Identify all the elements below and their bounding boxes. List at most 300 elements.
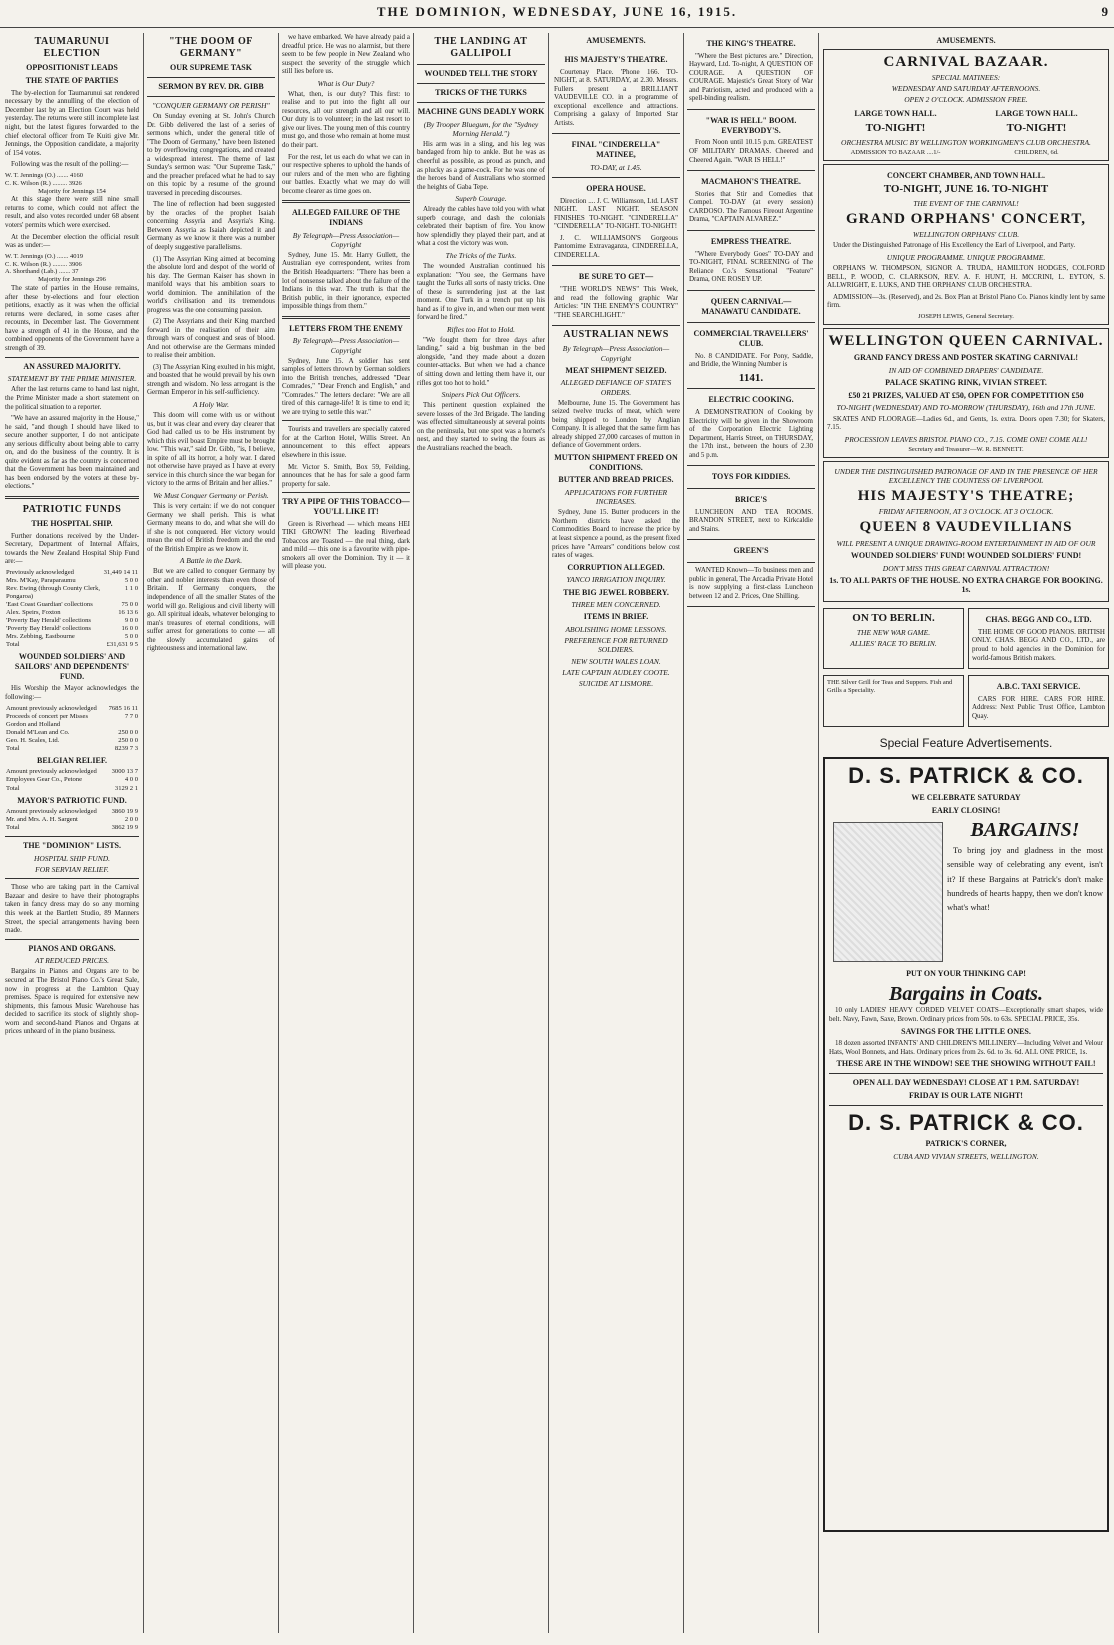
ad-title: HIS MAJESTY'S THEATRE.	[564, 54, 668, 64]
table-row	[5, 625, 139, 633]
ad-text: WELLINGTON ORPHANS' CLUB.	[912, 230, 1020, 240]
divider	[5, 939, 139, 940]
amount-cell: 3000 13 7	[111, 768, 138, 776]
ad-venue: CONCERT CHAMBER, AND TOWN HALL.	[887, 170, 1045, 180]
ad-title: A.B.C. TAXI SERVICE.	[996, 682, 1081, 692]
ad-title: ELECTRIC COOKING.	[708, 395, 794, 405]
table-row	[5, 569, 139, 577]
table-row	[5, 617, 139, 625]
ad-arcadia	[687, 563, 815, 607]
amount-cell: 3860 19 9	[111, 808, 138, 816]
ad-text: OPEN ALL DAY WEDNESDAY! CLOSE AT 1 P.M. SATURDAY!	[852, 1078, 1080, 1088]
ad-text: TO-NIGHT (WEDNESDAY) AND TO-MORROW (THURSDAY), 16th and 17th JUNE.	[836, 403, 1096, 413]
ad-text: UNDER THE DISTINGUISHED PATRONAGE OF AND IN THE PRESENCE OF HER EXCELLENCY THE COUNTESS OF LIVERPOOL	[834, 466, 1098, 485]
ad-text: SAVINGS FOR THE LITTLE ONES.	[901, 1026, 1031, 1036]
subhead: A Battle in the Dark.	[179, 556, 243, 566]
ad-tonight: TO-NIGHT!	[1006, 122, 1067, 135]
headline-funds: PATRIOTIC FUNDS	[22, 503, 122, 515]
article-paragraph: For the rest, let us each do what we can in our respective spheres to uphold the hands of our rulers and of the men who are fighting our battles. Exactly what we may do will become clearer as time goes on.	[282, 152, 410, 195]
subhead: YANCO IRRIGATION INQUIRY.	[566, 575, 666, 585]
divider	[282, 492, 410, 493]
article-paragraph: This doom will come with us or without us, but it was clear and every day clearer that God had called us to be His instrument by which this evil boast Empire must be brought low. "This war," said Dr. Gibb, "is, I believe, in spite of all its horror, a holy war. I dared not otherwise have prayed as I have at every service in this church since the war began for victory to the arms of Britain and her allies."	[147, 411, 275, 488]
subhead: THE HOSPITAL SHIP.	[31, 519, 113, 528]
subhead: WOUNDED SOLDIERS' AND SAILORS' AND DEPENDENTS' FUND.	[14, 652, 130, 681]
ad-chas-begg	[968, 608, 1109, 669]
ad-text: PUT ON YOUR THINKING CAP!	[906, 969, 1026, 979]
masthead-title: THE DOMINION, WEDNESDAY, JUNE 16, 1915.	[376, 4, 738, 19]
ad-text: FRIDAY IS OUR LATE NIGHT!	[909, 1090, 1023, 1100]
result-line: W. T. Jennings (O.) ....... 4160	[5, 171, 84, 179]
article-paragraph: On Sunday evening at St. John's Church Dr. Gibb delivered the last of a series of sermons which, under the general title of "The Doom of Germany," have been listened to by overflowing congregations, and created a widespread interest. The theme of last Sunday's sermon was: "Our Supreme Task," and the preacher prefaced what he had to say on this topic by a resume of the ground traversed in preceding discourses.	[147, 112, 275, 197]
ad-text: WILL PRESENT A UNIQUE DRAWING-ROOM ENTERTAINMENT IN AID OF OUR	[836, 538, 1096, 548]
ad-text: ADMISSION—3s. (Reserved), and 2s. Box Plan at Bristol Piano Co. Pianos kindly lent by same firm.	[827, 292, 1105, 310]
article-paragraph: Sydney, June 15. Mr. Harry Gullett, the Australian eye correspondent, writes from the British Headquarters: "There has been a lot of nonsense talked about the failure of the Indians in this war. The truth is that the British public, in their ignorance, expected impossible things from them."	[282, 250, 410, 311]
page-number: 9	[1101, 4, 1108, 19]
donor-cell: Mrs. Zebbing, Eastbourne	[6, 633, 75, 641]
ad-carnival-bazaar	[823, 49, 1109, 161]
result-line: C. K. Wilson (R.) ......... 3926	[5, 179, 82, 187]
ad-title: HIS MAJESTY'S THEATRE;	[857, 487, 1075, 504]
ad-text: "THE WORLD'S NEWS" This Week, and read the following graphic War Articles: "IN THE ENEMY'S COUNTRY" "THE SEARCHLIGHT."	[554, 285, 678, 319]
donor-cell: Total	[6, 824, 20, 832]
ad-text: J. C. WILLIAMSON'S Gorgeous Pantomime Extravaganza, CINDERELLA, CINDERELLA.	[554, 233, 678, 259]
amount-cell: 16 0 0	[121, 625, 138, 633]
ad-on-to-berlin	[823, 608, 964, 669]
article-paragraph: Mr. Victor S. Smith, Box 59, Feilding, announces that he has for sale a good farm property for sale.	[282, 462, 410, 488]
amount-cell: 31,449 14 11	[103, 568, 138, 576]
ad-row	[823, 605, 1109, 672]
column-7	[820, 33, 1112, 1633]
ad-text: THE EVENT OF THE CARNIVAL!	[913, 198, 1019, 208]
ad-address: CUBA AND VIVIAN STREETS, WELLINGTON.	[893, 1152, 1039, 1162]
subhead: ALLEGED DEFIANCE OF STATE'S ORDERS.	[560, 378, 672, 397]
ad-title: QUEEN 8 VAUDEVILLIANS	[859, 519, 1073, 536]
table-row	[5, 633, 139, 641]
amount-cell: 9 0 0	[124, 617, 138, 625]
article-paragraph: At the December election the official result was as under:—	[5, 232, 139, 250]
subhead: PREFERENCE FOR RETURNED SOLDIERS.	[564, 636, 668, 655]
donor-cell: Amount previously acknowledged	[6, 704, 97, 712]
subhead: AT REDUCED PRICES.	[35, 956, 109, 966]
article-paragraph: (2) The Assyrians and their King marched forward in the realisation of their aim through wars of conquest and seas of blood. And not otherwise are the Germans minded to realise their ambition.	[147, 317, 275, 360]
divider	[829, 1105, 1103, 1106]
divider	[282, 420, 410, 421]
ad-text: ORCHESTRA MUSIC BY WELLINGTON WORKINGMEN'S CLUB ORCHESTRA.	[841, 137, 1091, 147]
divider	[5, 357, 139, 358]
subhead: OUR SUPREME TASK	[170, 63, 252, 73]
ad-toys	[687, 466, 815, 489]
ad-text: WANTED Known—To business men and public in general, The Arcadia Private Hotel is now supplying a first-class Luncheon between 12 and 2. Prices, One Shilling.	[689, 566, 813, 600]
amount-cell: 75 0 0	[121, 601, 138, 608]
ad-text: THE NEW WAR GAME.	[856, 627, 931, 637]
divider	[282, 200, 410, 203]
table-row	[5, 609, 139, 617]
donor-cell: 'East Coast Guardian' collections	[6, 601, 93, 608]
ad-text: PROCESSION LEAVES BRISTOL PIANO CO., 7.15. COME ONE! COME ALL!	[844, 434, 1088, 444]
table-row	[5, 601, 139, 609]
article-paragraph: Sydney, June 15. Butter producers in the Northern districts have asked the Commodities Board to increase the price by at least sixpence a pound, as the present fixed prices have "Arrears" conditions below cost rates of wages.	[552, 508, 680, 560]
ad-price: 1s. TO ALL PARTS OF THE HOUSE. NO EXTRA CHARGE FOR BOOKING. 1s.	[829, 575, 1103, 595]
article-paragraph: His Worship the Mayor acknowledges the following:—	[5, 684, 139, 701]
subhead: CORRUPTION ALLEGED.	[567, 562, 665, 572]
table-row	[5, 745, 139, 753]
table-row	[5, 808, 139, 816]
donor-cell: 'Poverty Bay Herald' collections	[6, 617, 91, 625]
subhead: FOR SERVIAN RELIEF.	[35, 865, 109, 875]
article-paragraph: His arm was in a sling, and his leg was bandaged from hip to ankle. But he was as cheerful as possible, as proud as punch, and as plucky as a game-cock. For he was one of the heroes band of Australians who stormed the heights of Gaba Tepe.	[417, 139, 545, 191]
article-paragraph: At this stage there were still nine small returns to come, which could not affect the result, and also votes recorded under 68 absent voters' permits which were exercised.	[5, 195, 139, 230]
divider	[417, 64, 545, 65]
subhead: MUTTON SHIPMENT FREED ON CONDITIONS.	[554, 452, 678, 472]
subhead: PIANOS AND ORGANS.	[28, 943, 116, 953]
ad-text: CARS FOR HIRE. CARS FOR HIRE. Address: Next Public Trust Office, Lambton Quay.	[972, 694, 1105, 720]
amount-cell: £31,631 9 5	[106, 641, 138, 649]
ad-text: 10 only LADIES' HEAVY CORDED VELVET COATS—Exceptionally smart shapes, wide belt. Navy, Fawn, Saxe, Brown. Ordinary prices from 50s. to 63s. SPECIAL PRICE, 35s.	[829, 1006, 1103, 1024]
subhead: ITEMS IN BRIEF.	[583, 612, 649, 622]
ad-title: TOYS FOR KIDDIES.	[711, 472, 791, 482]
ad-text: THESE ARE IN THE WINDOW! SEE THE SHOWING WITHOUT FAIL!	[836, 1059, 1096, 1069]
ad-queen-carnival	[687, 291, 815, 324]
divider	[5, 496, 139, 499]
donation-table	[5, 705, 139, 753]
headline-indians: ALLEGED FAILURE OF THE INDIANS	[291, 208, 401, 227]
subhead: Snipers Pick Out Officers.	[441, 390, 521, 400]
table-row	[5, 713, 139, 729]
article-paragraph: This is very certain: if we do not conquer Germany we shall perish. This is what Germany means to do, and what she will do if she is not conquered. Her victory would mean the end of British freedom and the end of the British Empire as we know it.	[147, 502, 275, 553]
subhead: STATEMENT BY THE PRIME MINISTER.	[7, 374, 137, 384]
ad-text: 18 dozen assorted INFANTS' AND CHILDREN'S MILLINERY—Including Velvet and Velour Hats, Wool Bonnets, and Hats. Ordinary prices from 2s. 6d. to 3s. 6d. ALL ONE PRICE, 1s.	[829, 1039, 1103, 1056]
section-amusements: AMUSEMENTS.	[936, 36, 996, 45]
divider	[147, 96, 275, 97]
dateline: By Telegraph—Press Association—Copyright	[292, 336, 400, 355]
section-amusements: AMUSEMENTS.	[586, 36, 646, 45]
article-paragraph: But we are called to conquer Germany by other and nobler interests than even those of Britain. If Germany conquers, the independence of all the smaller States of the world will go. Religious and civil liberty will go. All spiritual ideals, whatever belonging to man's treasures of eternal conditions, will suffer arrest for generations to come — all the slowly accumulated gains of righteousness and international law.	[147, 567, 275, 653]
subhead: We Must Conquer Germany or Perish.	[153, 490, 269, 500]
table-row	[5, 729, 139, 737]
ad-date: FRIDAY AFTERNOON, AT 3 O'CLOCK. AT 3 O'CLOCK.	[878, 507, 1054, 517]
result-line: Majority for Jennings 296	[38, 276, 106, 284]
subhead: BELGIAN RELIEF.	[37, 755, 107, 765]
table-row	[5, 737, 139, 745]
amount-cell: 7 7 0	[124, 712, 138, 720]
article-paragraph: The wounded Australian continued his explanation: "You see, the Germans have taught the Turks all sorts of nasty tricks. One of these is surrendering just at the last moment. One Turk in a trench put up his hand as if to give in, and when our men went forward he fired."	[417, 262, 545, 322]
ad-title: GREEN'S	[733, 546, 769, 556]
donor-cell: Donald M'Lean and Co.	[6, 728, 70, 736]
ad-text: OPEN 2 O'CLOCK. ADMISSION FREE.	[904, 95, 1028, 105]
subhead: THREE MEN CONCERNED.	[571, 600, 661, 610]
ad-taxi	[968, 675, 1109, 727]
ad-kings-theatre	[687, 33, 815, 110]
divider	[417, 83, 545, 84]
ad-row	[823, 672, 1109, 730]
ad-opera-house	[552, 178, 680, 266]
ad-text: IN AID OF COMBINED DRAPERS' CANDIDATE.	[888, 365, 1044, 375]
ad-text: No. 8 CANDIDATE. For Pony, Saddle, and Bridle, the Winning Number is	[689, 351, 813, 369]
ad-title: MACMAHON'S THEATRE.	[701, 177, 801, 187]
ad-brices	[687, 489, 815, 540]
ad-title: THE KING'S THEATRE.	[706, 39, 796, 48]
ad-orphans-concert	[823, 164, 1109, 325]
divider	[147, 77, 275, 78]
masthead	[0, 4, 1114, 28]
subhead: WOUNDED TELL THE STORY	[424, 69, 538, 79]
amount-cell: 250 0 0	[118, 728, 138, 736]
subhead: AN ASSURED MAJORITY.	[23, 361, 121, 371]
ad-text: WE CELEBRATE SATURDAY	[911, 792, 1021, 802]
donation-table	[5, 808, 139, 832]
donor-cell: Total	[6, 784, 20, 792]
ad-text: TO-DAY, at 1.45.	[590, 162, 642, 172]
divider	[282, 316, 410, 319]
headline-letters: LETTERS FROM THE ENEMY	[289, 323, 403, 333]
column-5	[549, 33, 683, 1633]
ad-text: SPECIAL MATINEES:	[931, 73, 1001, 83]
ad-title: CARNIVAL BAZAAR.	[883, 53, 1049, 70]
winning-number: 1141.	[738, 371, 764, 384]
ad-war-is-hell	[687, 110, 815, 171]
article-paragraph: This pertinent question explained the severe losses of the 3rd Brigade. The landing was effected simultaneously at several points on the peninsula, but one spot was a hornet's nest, and they started to swing the fours as the Australians reached the beach.	[417, 401, 545, 452]
amount-cell: 8239 7 3	[114, 744, 138, 752]
ad-title: BRICE'S	[734, 494, 767, 504]
donor-cell: Alex. Speirs, Foxton	[6, 609, 61, 617]
table-row	[5, 768, 139, 776]
ad-title: OPERA HOUSE.	[586, 183, 646, 193]
amount-cell: 5 0 0	[124, 633, 138, 641]
ad-text: PATRICK'S CORNER,	[925, 1139, 1007, 1149]
article-paragraph: Green is Riverhead — which means HEI TIKI GROWN! The leading Riverhead Tobaccos are Toasted — the real thing, dark and mild — this one is a favourite with pipe-smokers all over the Dominion. Try it — it will please you.	[282, 519, 410, 571]
amount-cell: 250 0 0	[118, 736, 138, 744]
ad-text: To bring joy and gladness in the most sensible way of celebrating any event, isn't it? If these Bargains at Patrick's don't make hundreds of hearts happy, then we don't know what's what!	[947, 844, 1103, 913]
column-4	[414, 33, 548, 1633]
ad-venue: LARGE TOWN HALL.	[995, 109, 1078, 119]
subhead: Superb Courage.	[455, 194, 507, 204]
subhead: HOSPITAL SHIP FUND.	[33, 854, 111, 864]
ad-silver-grill: THE Silver Grill for Teas and Suppers. Fish and Grills a Speciality.	[823, 675, 964, 727]
byline: (By Trooper Bluegum, for the "Sydney Morning Herald.")	[423, 119, 539, 138]
article-paragraph: Already the cables have told you with what superb courage, and dash the colonials celebrated their baptism of fire. You know how splendidly they played their part, and at what a cost the victory was won.	[417, 205, 545, 248]
ad-title: WELLINGTON QUEEN CARNIVAL.	[828, 332, 1104, 349]
donor-cell: Total	[6, 744, 20, 752]
table-row	[5, 824, 139, 832]
headline-doom: "THE DOOM OF GERMANY"	[169, 36, 253, 60]
donation-table	[5, 768, 139, 792]
column-6	[684, 33, 818, 1633]
article-paragraph: Following was the result of the polling:—	[11, 160, 129, 169]
ad-text: ALLIES' RACE TO BERLIN.	[850, 638, 937, 648]
article-paragraph: Sydney, June 15. A soldier has sent samples of letters thrown by German soldiers into the British trenches, addressed "Dear Comrades," "Dear French and English," and "Comrades." The letters declare: "We are all tired of this carnage-life! It is time to end it; we are trying to settle this war."	[282, 356, 410, 416]
ad-brand-footer: D. S. PATRICK & CO.	[848, 1109, 1084, 1135]
ad-text: DON'T MISS THIS GREAT CARNIVAL ATTRACTION!	[882, 563, 1050, 573]
ad-text: A DEMONSTRATION of Cooking by Electricity will be given in the Showroom of the Corporation Electric Lighting Department, Harris Street, on THURSDAY, the 17th inst., between the hours of 2.30 and 5 p.m.	[689, 408, 813, 459]
subhead: Rifles too Hot to Hold.	[446, 324, 516, 334]
subhead: "CONQUER GERMANY OR PERISH"	[152, 100, 270, 110]
ad-brand: D. S. PATRICK & CO.	[848, 763, 1084, 789]
ad-text: WOUNDED SOLDIERS' FUND! WOUNDED SOLDIERS' FUND!	[850, 550, 1082, 560]
amount-cell: 1 1 0	[124, 584, 138, 592]
donor-cell: Amount previously acknowledged	[6, 808, 97, 816]
subhead: APPLICATIONS FOR FURTHER INCREASES.	[564, 488, 668, 507]
divider	[5, 878, 139, 879]
donor-cell: Employees Gear Co., Petone	[6, 776, 82, 784]
article-paragraph: What, then, is our duty? This first: to realise and to put into the fight all our resources, all our strength and all our will. Our duty is to volunteer; in the last resort to give our lives. The young men of this country must go, and those who remain at home must do their part.	[282, 89, 410, 149]
article-paragraph: "We fought them for three days after landing," said a big bushman in the bed alongside, "and they made about a dozen counter-attacks. But when we had a chance of sitting down and letting them have it, our rifles got too hot to hold."	[417, 335, 545, 387]
ad-queen-carnival-skating	[823, 328, 1109, 458]
ad-title: ON TO BERLIN.	[852, 612, 935, 625]
ad-prizes: £50 21 PRIZES, VALUED AT £50, OPEN FOR COMPETITION £50	[848, 390, 1084, 400]
ad-title: GRAND ORPHANS' CONCERT,	[845, 210, 1087, 227]
donor-cell: Total	[6, 641, 20, 649]
article-paragraph: Melbourne, June 15. The Government has seized twelve trucks of meat, which were being shipped to London by Anglian Company. It is alleged that the same firm has already shipped 27,000 carcases of mutton in defiance of Government orders.	[552, 398, 680, 450]
headline-taumarunui: TAUMARUNUI ELECTION	[34, 36, 110, 60]
article-paragraph: Tourists and travellers are specially catered for at the Carlton Hotel, Willis Street. An announcement to this effect appears elsewhere in this issue.	[282, 425, 410, 460]
subhead: MAYOR'S PATRIOTIC FUND.	[17, 795, 127, 805]
subhead: OPPOSITIONIST LEADS	[26, 63, 118, 73]
ad-tonight: TO-NIGHT!	[865, 122, 926, 135]
ad-title: "WAR IS HELL" BOOM. EVERYBODY'S.	[705, 115, 797, 135]
ad-worlds-news	[552, 266, 680, 326]
ad-text: UNIQUE PROGRAMME. UNIQUE PROGRAMME.	[886, 252, 1046, 262]
divider	[5, 836, 139, 837]
subhead: SERMON BY REV. DR. GIBB	[158, 82, 264, 92]
subhead: THE BIG JEWEL ROBBERY.	[563, 587, 669, 597]
result-line: W. T. Jennings (O.) ....... 4019	[5, 252, 84, 260]
article-paragraph: Bargains in Pianos and Organs are to be secured at The Bristol Piano Co.'s Great Sale, now in progress at the Lambton Quay premises. Space is required for extensive new shipments, this famous Music Warehouse has decided to sacrifice its stock of slightly shop-worn and second-hand Pianos and Organs at prices unheard of in the piano business.	[5, 967, 139, 1036]
article-paragraph: The state of parties in the House remains, after these by-elections and four election petitions, exactly as it was when the official returns were declared, in some cases after recounts, in December last. The Government have a strength of 41 in the House, and the combined opponents of the Government have a strength of 39.	[5, 284, 139, 353]
amount-cell: 5 0 0	[124, 576, 138, 584]
ad-text: LUNCHEON AND TEA ROOMS. BRANDON STREET, next to Kirkcaldie and Stains.	[689, 507, 813, 533]
column-3	[279, 33, 413, 1633]
amount-cell: 3129 2 1	[114, 784, 138, 792]
ad-title: CHAS. BEGG AND CO., LTD.	[985, 615, 1092, 625]
ad-subtitle: GRAND FANCY DRESS AND POSTER SKATING CARNIVAL!	[853, 352, 1079, 362]
column-2	[144, 33, 278, 1633]
ad-text: "Where the Best pictures are." Direction, Hayward, Ltd. To-night, A QUESTION OF COURAGE. A QUESTION OF COURAGE. Majestic's Great Story of War and Patriotism, acted and produced with a spell-binding realism.	[689, 51, 813, 103]
headline-australian-news: AUSTRALIAN NEWS	[563, 329, 669, 341]
ad-text: Direction .... J. C. Williamson, Ltd. LAST NIGHT. LAST NIGHT. SEASON FINISHES TO-NIGHT. "CINDERELLA" "CINDERELLA" TO-NIGHT. TO-NIGHT!	[554, 196, 678, 231]
subhead: The Tricks of the Turks.	[445, 250, 517, 260]
subhead: THE "DOMINION" LISTS.	[22, 841, 121, 851]
column-rule	[818, 33, 819, 1633]
ad-text: Courtenay Place. 'Phone 166. TO-NIGHT, at 8. SATURDAY, at 2.30. Messrs. Fullers present a BRILLIANT VAUDEVILLE CO. in a programme of exceptional excellence and attractions. Comprising a galaxy of Imported Star Artists.	[554, 67, 678, 127]
donor-cell: Proceeds of concert per Misses Gordon and Holland	[6, 712, 89, 728]
subhead: TRICKS OF THE TURKS	[435, 88, 527, 98]
ad-children-price: CHILDREN, 6d.	[1014, 148, 1059, 156]
donor-cell: Rev. Ewing (through County Clerk, Pongaroa)	[6, 584, 101, 600]
ad-title: EMPRESS THEATRE.	[710, 236, 792, 246]
ad-commercial-travellers	[687, 323, 815, 389]
ad-his-majestys-vaudevillians	[823, 461, 1109, 603]
headline-gallipoli: THE LANDING AT GALLIPOLI	[434, 36, 528, 60]
divider	[829, 1073, 1103, 1074]
subhead: MEAT SHIPMENT SEIZED.	[565, 365, 667, 375]
article-paragraph: we have embarked. We have already paid a dreadful price. He was no alarmist, but there seem to be few people in New Zealand who suspect the severity of the struggle which still lies before us.	[282, 33, 410, 76]
column-1	[2, 33, 142, 1633]
donor-cell: Geo. H. Scales, Ltd.	[6, 736, 60, 744]
ad-secretary: Secretary and Treasurer—W. R. BENNETT.	[908, 445, 1024, 453]
table-row	[5, 816, 139, 824]
subhead: ABOLISHING HOME LESSONS.	[565, 625, 667, 635]
subhead: What is Our Duty?	[317, 78, 375, 88]
amount-cell: 4 0 0	[124, 776, 138, 784]
subhead: SUICIDE AT LISMORE.	[578, 678, 654, 688]
article-paragraph: (3) The Assyrian King exulted in his might, and boasted that he would prevail by his own strength and wisdom. No less arrogant is the German Emperor in his self-sufficiency.	[147, 362, 275, 397]
donor-cell: Mrs. M'Kay, Paraparaumu	[6, 576, 76, 584]
ad-text: Stories that Stir and Comedies that Compel. TO-DAY (at every session) CARDOSO. The Famous Fireout Argentine Drama, "CAPTAIN ALVAREZ."	[689, 189, 813, 224]
ad-electric-cooking	[687, 389, 815, 466]
lady-illustration-icon	[833, 822, 943, 962]
amount-cell: 16 13 6	[118, 609, 138, 617]
table-row	[5, 705, 139, 713]
ad-greens	[687, 540, 815, 563]
ad-admission: ADMISSION TO BAZAAR ....1/-	[850, 148, 941, 156]
amount-cell: 3862 19 9	[111, 824, 138, 832]
ad-secretary: JOSEPH LEWIS, General Secretary.	[918, 312, 1014, 320]
ad-macmahons	[687, 171, 815, 231]
subhead: BUTTER AND BREAD PRICES.	[558, 475, 674, 485]
ad-venue: PALACE SKATING RINK, VIVIAN STREET.	[885, 377, 1047, 387]
result-line: A. Shorthand (Lab.) ....... 37	[5, 268, 79, 276]
donor-cell: Previously acknowledged	[6, 568, 74, 576]
subhead: NEW SOUTH WALES LOAN.	[571, 656, 661, 666]
subhead: THE STATE OF PARTIES	[25, 76, 119, 86]
ad-title: COMMERCIAL TRAVELLERS' CLUB.	[693, 329, 809, 349]
subhead: LATE CAPTAIN AUDLEY COOTE.	[562, 667, 670, 677]
ad-text: "Where Everybody Goes" TO-DAY and TO-NIGHT, FINAL SCREENING of The Reliance Co.'s Sensational "Feature" Drama, ONE ROSEY UP.	[689, 249, 813, 284]
ad-date: TO-NIGHT, JUNE 16. TO-NIGHT	[883, 183, 1049, 196]
result-line: Majority for Jennings 154	[38, 187, 106, 195]
table-row	[5, 785, 139, 793]
ad-title: BE SURE TO GET—	[578, 272, 654, 282]
table-row	[5, 585, 139, 601]
table-row	[5, 776, 139, 784]
ad-bargains: BARGAINS!	[970, 819, 1080, 842]
divider	[417, 102, 545, 103]
ad-coats: Bargains in Coats.	[889, 983, 1043, 1006]
ad-title: FINAL "CINDERELLA" MATINEE,	[571, 140, 661, 159]
ad-text: ORPHANS W. THOMPSON, SIGNOR A. TRUDA, HAMILTON HODGES, COLFORD BELL, P. WOOD, C. CLARKSON, REV. A. F. HUNT, H. MCCRINI, L. EYTON, S. ALLWRIGHT, E. LUKS, AND THE ORPHANS' CLUB ORCHESTRA.	[827, 264, 1105, 290]
ad-text: EARLY CLOSING!	[931, 805, 1001, 815]
article-paragraph: After the last returns came to hand last night, the Prime Minister made a short statement on the political situation to a reporter.	[5, 385, 139, 411]
donor-cell: Mr. and Mrs. A. H. Sargent	[6, 816, 78, 824]
ad-text: From Noon until 10.15 p.m. GREATEST OF MILITARY DRAMAS. Cheered and Cheered Again. "WAR IS HELL!"	[689, 138, 813, 164]
amount-cell: 7685 16 11	[108, 704, 138, 712]
ad-empress	[687, 231, 815, 291]
dateline: By Telegraph—Press Association—Copyright	[292, 230, 400, 249]
article-paragraph: Those who are taking part in the Carnival Bazaar and desire to have their photographs taken in fancy dress may do so any morning this week at the Bartlett Studio, 89 Manners Street, the special arrangements having been made.	[5, 883, 139, 935]
result-line: C. K. Wilson (R.) ......... 3906	[5, 260, 82, 268]
donor-cell: Amount previously acknowledged	[6, 768, 97, 776]
article-paragraph: "We have an assured majority in the House," he said, "and though I should have liked to secure another supporter, I do not anticipate any serious difficulty about being able to carry on, and do the business of the country. It is quite evident as far as the country is concerned that the Government has been maintained and has been endorsed by the voters at these by-elections."	[5, 414, 139, 491]
headline-tobacco: TRY A PIPE OF THIS TOBACCO—YOU'LL LIKE IT!	[282, 497, 410, 516]
ad-text: THE HOME OF GOOD PIANOS. BRITISH ONLY. CHAS. BEGG AND CO., LTD., are proud to hold agencies in the Dominion for world-famous British makers.	[972, 627, 1105, 662]
donation-table	[5, 569, 139, 649]
ad-text: SKATES AND FLOORAGE—Ladies 6d., and Gents, 1s. extra. Doors open 7.30; for Skaters, 7.15.	[827, 414, 1105, 432]
subhead: MACHINE GUNS DEADLY WORK	[417, 106, 545, 116]
dateline: By Telegraph—Press Association—Copyright	[562, 344, 670, 363]
article-paragraph: Further donations received by the Under-Secretary, Department of Internal Affairs, towards the New Zealand Hospital Ship Fund are:—	[5, 531, 139, 566]
donor-cell: 'Poverty Bay Herald' collections	[6, 625, 91, 633]
ad-ds-patrick	[823, 757, 1109, 1532]
ad-title: QUEEN CARNIVAL—MANAWATU CANDIDATE.	[701, 296, 801, 316]
article-paragraph: (1) The Assyrian King aimed at becoming the absolute lord and despot of the world of his day. The German Kaiser has shown in manifold ways that his ambition soars to world dominion. The annihilation of the world's civilisation and its tremendous progress was the one consuming passion.	[147, 254, 275, 314]
ad-venue: LARGE TOWN HALL.	[854, 109, 937, 119]
table-row	[5, 641, 139, 649]
ad-text: Under the Distinguished Patronage of His Excellency the Earl of Liverpool, and Party.	[833, 241, 1076, 250]
article-paragraph: The by-election for Taumarunui sat rendered necessary by the annulling of the election of December last by an Election Court was held yesterday. The returns were still incomplete last night, but the latest figures forwarded to the chief electoral officer from Te Kuiti give Mr. Jennings, the Opposition candidate, a majority of 154 votes.	[5, 88, 139, 157]
ad-text: WEDNESDAY AND SATURDAY AFTERNOONS.	[891, 84, 1041, 94]
article-paragraph: The line of reflection had been suggested by the oracles of the prophet Isaiah concerning Assyria and Assyria's King. Between Assyria as Isaiah depicted it and Germany as we know it there was a number of deeply suggestive parallelisms.	[147, 200, 275, 251]
ad-cinderella-matinee	[552, 134, 680, 178]
